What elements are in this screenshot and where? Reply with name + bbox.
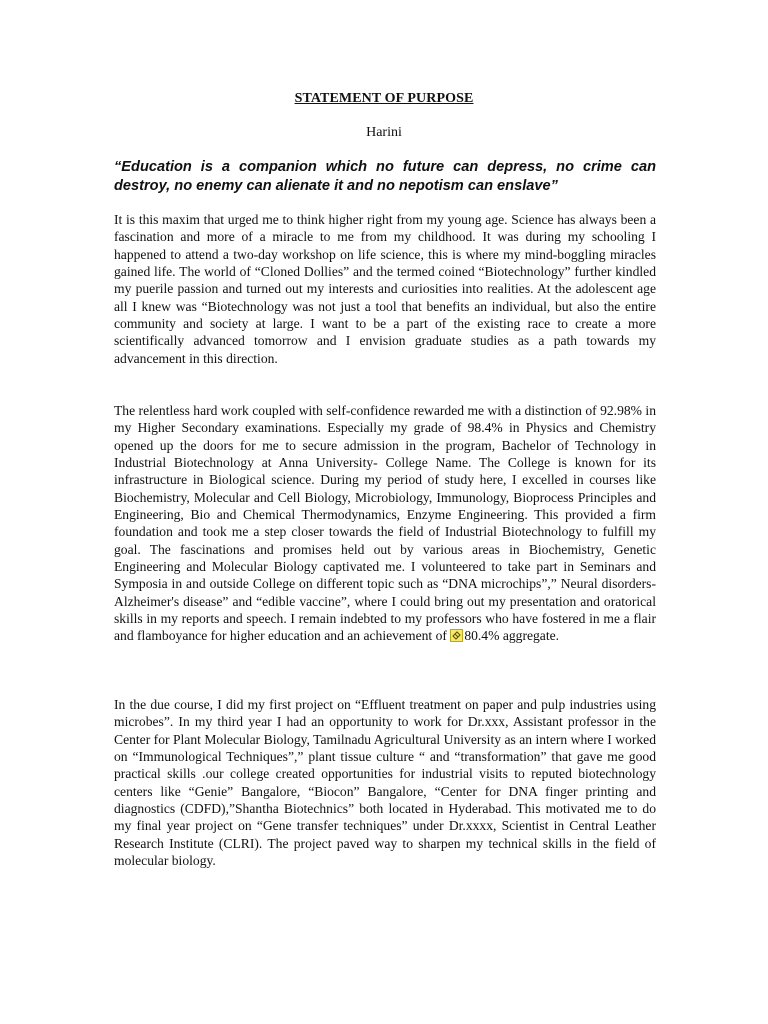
opening-quote: “Education is a companion which no future can depress, no crime can destroy, no enemy can alienate it and no nepotism can enslave” — [114, 159, 656, 194]
document-title: STATEMENT OF PURPOSE — [294, 91, 474, 106]
author-name: Harini — [366, 125, 402, 140]
paragraph-text: 80.4% aggregate. — [464, 628, 560, 644]
paragraph-education — [114, 402, 656, 645]
paragraph-text: The relentless hard work coupled with self-confidence rewarded me with a distinction of 92.98% in my Higher Secondary examinations. Especially my grade of 98.4% in Physics and Chemistry opened up the doors for me to secure admission in the program, Bachelor of Technology in Industrial Biotechnology at Anna University- College Name. The College is known for its infrastructure in Biological science. During my period of study here, I excelled in courses like Biochemistry, Molecular and Cell Biology, Microbiology, Immunology, Bioprocess Principles and Engineering, Bio and Chemical Thermodynamics, Enzyme Engineering. This provided a firm foundation and took me a step closer towards the field of Industrial Biotechnology to fulfill my goal. The fascinations and promises held out by various areas in Biochemistry, Genetic Engineering and Molecular Biology captivated me. I volunteered to take part in Seminars and Symposia in and outside College on different topic such as “DNA microchips”,” Neural disorders-Alzheimer's disease” and “edible vaccine”, where I could bring out my presentation and oratorical skills in my reports and speech. I remain indebted to my professors who have fostered in me a flair and flamboyance for higher education and an achievement of — [114, 403, 656, 644]
paragraph-motivation: It is this maxim that urged me to think higher right from my young age. Science has always been a fascination and more of a miracle to me from my childhood. It was during my schooling I happened to attend a two-day workshop on life science, this is where my mind-boggling miracles gained life. The world of “Cloned Dollies” and the termed coined “Biotechnology” further kindled my puerile passion and turned out my interests and curiosities into realities. At the adolescent age all I knew was “Biotechnology was not just a tool that benefits an individual, but also the entire community and society at large. I want to be a part of the existing race to create a more scientifically advanced tomorrow and I envision graduate studies as a path towards my advancement in this direction. — [114, 212, 656, 366]
paragraph-projects: In the due course, I did my first project on “Effluent treatment on paper and pulp industries using microbes”. In my third year I had an opportunity to work for Dr.xxx, Assistant professor in the Center for Plant Molecular Biology, Tamilnadu Agricultural University as an intern where I worked on “Immunological Techniques”,” plant tissue culture “ and “transformation” that gave me good practical skills .our college created opportunities for industrial visits to reputed biotechnology centers like “Genie” Bangalore, “Biocon” Bangalore, “Center for DNA finger printing and diagnostics (CDFD),”Shantha Biotechnics” both located in Hyderabad. This motivated me to do my final year project on “Gene transfer techniques” under Dr.xxxx, Scientist in Central Leather Research Institute (CLRI). The project paved way to sharpen my technical skills in the field of molecular biology. — [114, 697, 656, 869]
link-marker-icon[interactable] — [450, 629, 463, 642]
